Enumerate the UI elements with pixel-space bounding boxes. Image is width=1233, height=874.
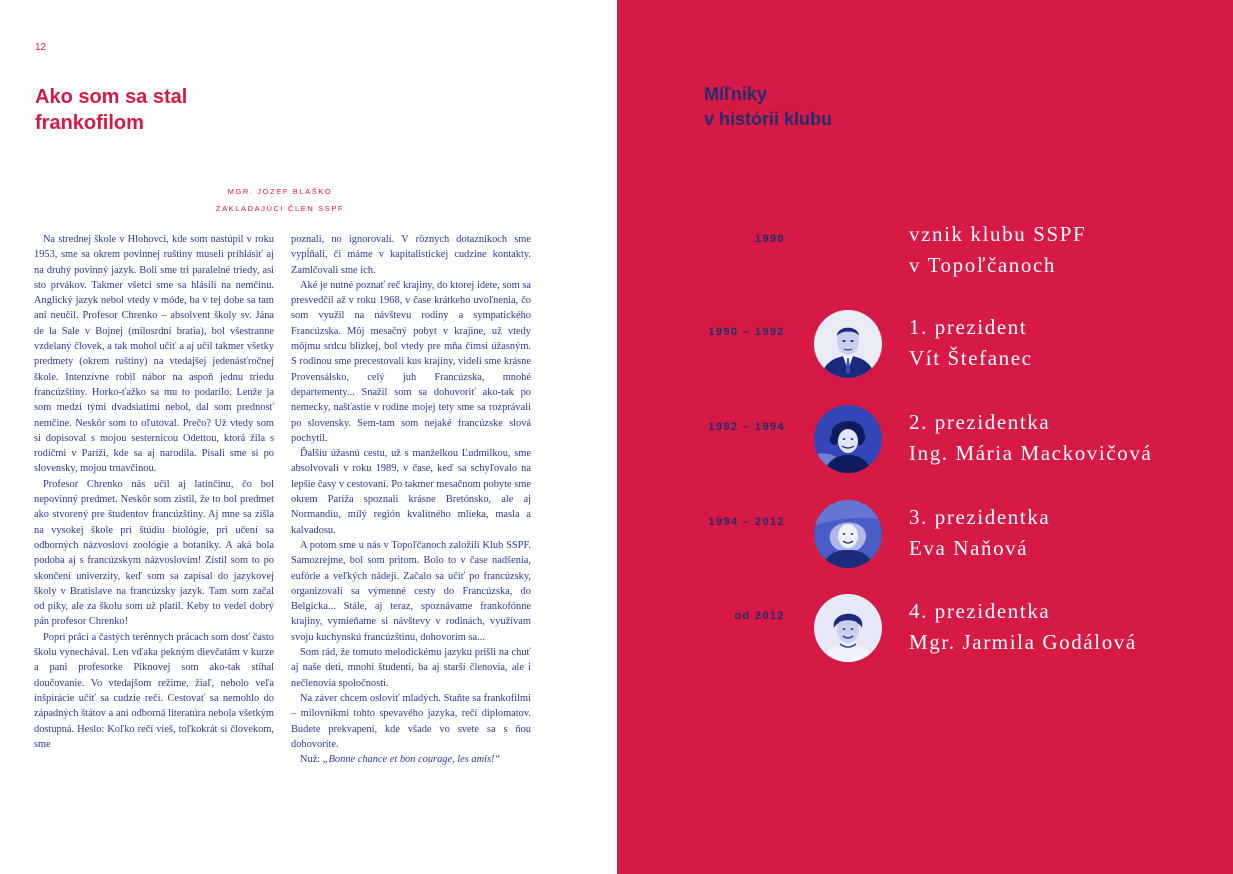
milestone-line-1: 2. prezidentka — [909, 410, 1051, 434]
milestone-text — [909, 502, 1050, 564]
milestone-year: od 2012 — [734, 610, 785, 622]
milestone-line-2: Vít Štefanec — [909, 346, 1033, 370]
paragraph: Na strednej škole v Hlohovci, kde som nastúpil v roku 1953, sme sa okrem povinnej ruštiny museli prihlásiť aj na druhý povinný jazyk. Boli sme tri paralelné triedy, asi sto prvákov. Takmer všetci sme sa hlásili na nemčinu. Anglický jazyk nebol vtedy v móde, ba v tej dobe sa tam ani neučil. Profesor Chrenko – absolvent školy sv. Jána de la Sale v Bojnej (milosrdní bratia), bol všestranne vzdelaný človek, a tak mohol učiť a aj učil takmer všetky predmety (okrem ruštiny) na vtedajšej jedenásťročnej škole. Intenzívne robil nábor na aspoň jednu triedu francúzštiny. Horko-ťažko sa mu to podarilo. Lenže ja som medzi tými dvadsiatimi nebol, dal som prednosť nemčine. Neskôr som to oľutoval. Prečo? Už vtedy som si dopisoval s mojou sesternicou Odettou, ktorá žila s rodičmi v Paríži, kde sa aj narodila. Písali sme si po slovensky, mojou trnavčinou. — [34, 234, 274, 475]
president-4-portrait — [814, 594, 882, 662]
milestone-year: 1992 – 1994 — [708, 421, 785, 433]
milestone-year: 1990 – 1992 — [708, 326, 785, 338]
paragraph: Profesor Chrenko nás učil aj latinčinu, čo bol nepovinný predmet. Neskôr som zistil, že to bol predmet ako stvorený pre študentov francúzštiny. Aj mne sa zišla na vysokej škole pri štúdiu biológie, pri učení sa odborných názvosloví zoológie a botaniky. A aká bola podoba aj s francúzskym názvoslovím! Zistil som to po skončení univerzity, keď som sa zapísal do jazykovej školy v Bratislave na francúzsky jazyk. Tam som začal od piky, ale za školu som už platil. Keby to vedel dobrý pán profesor Chrenko! — [34, 478, 274, 628]
right-page — [617, 0, 1233, 874]
text-column-1 — [34, 232, 274, 752]
milestone-founding — [617, 222, 1233, 313]
milestone-text — [909, 219, 1086, 281]
milestone-line-1: 3. prezidentka — [909, 505, 1051, 529]
milestone-president-4 — [617, 599, 1233, 690]
paragraph: Na záver chcem osloviť mladých. Staňte sa frankofilmi – milovníkmi tohto spevavého jazyka, rečí diplomatov. Budete prekvapení, kde všade vo svete sa s ňou dohovoríte. — [291, 692, 531, 750]
article-title-line-1: Ako som sa stal — [35, 86, 188, 108]
president-3-portrait — [814, 500, 882, 568]
paragraph: A potom sme u nás v Topoľčanoch založili Klub SSPF. Samozrejme, bol som pritom. Bolo to v čase nadšenia, eufórie a veľkých nádejí. Začalo sa učiť po francúzsky, organizovali sa výmenné cesty do Francúzska, do Belgicka... Stále, aj teraz, spoznávame frankofónne krajiny, vymieňame si návštevy v rodinách, využívam svoju kuchynskú francúzštinu, dohovorím sa... — [291, 539, 531, 643]
closing-quote: „Bonne chance et bon courage, les amis!“ — [322, 754, 501, 766]
text-column-2 — [291, 232, 531, 767]
paragraph: Aké je nutné poznať reč krajiny, do ktorej idete, som sa presvedčil až v roku 1968, v čase krátkeho uvoľnenia, čo som využil na návštevu rodiny a sympatického Francúzska. Môj mesačný pobyt v krajine, už vtedy môjmu srdcu blízkej, bol vtedy pre mňa čímsi úžasným. S rodinou sme precestovali kus krajiny, videli sme krásne Provensálsko, celý juh Francúzska, mnohé departementy... Snažil som sa dohovoriť ako-tak po nemecky, našťastie v rodine mojej tety sme sa rozprávali po slovensky. Sem-tam som nejaké francúzske slová pochytil. — [291, 279, 531, 444]
author-role: ZAKLADAJÚCI ČLEN SSPF — [215, 204, 345, 213]
paragraph: Som rád, že tomuto melodickému jazyku prišli na chuť aj naše deti, mnohí študenti, ba aj starší členovia, ale i nečlenovia spoločnosti. — [291, 647, 531, 689]
milestones-title-line-1: Míľniky — [704, 84, 767, 104]
milestone-president-3 — [617, 505, 1233, 596]
article-title-line-2: frankofilom — [35, 112, 144, 134]
article-title — [35, 84, 187, 136]
milestone-president-2 — [617, 410, 1233, 501]
milestone-line-2: Eva Naňová — [909, 536, 1029, 560]
milestones-title-line-2: v histórii klubu — [704, 109, 833, 129]
milestone-line-1: 1. prezident — [909, 315, 1028, 339]
milestone-line-1: 4. prezidentka — [909, 599, 1051, 623]
page-number: 12 — [35, 42, 47, 53]
milestone-year: 1994 – 2012 — [708, 516, 785, 528]
president-2-portrait — [814, 405, 882, 473]
paragraph: Popri práci a častých terénnych prácach som dosť často školu vynechával. Len vďaka pekným dievčatám v kurze a pani profesorke Piknovej som ako-tak stíhal doučovanie. Vo vtedajšom režime, žiaľ, nebolo veľa inšpirácie učiť sa cudzie reči. Cestovať sa nemohlo do západných štátov a ani odborná literatúra nebola všetkým dostupná. Heslo: Koľko rečí vieš, toľkokrát si človekom, sme — [34, 631, 274, 750]
paragraph: poznali, no ignorovali. V rôznych dotazníkoch sme vypĺňali, či máme v kapitalistickej cudzine kontakty. Zamlčovali sme ich. — [291, 234, 531, 276]
milestone-line-2: Ing. Mária Mackovičová — [909, 441, 1153, 465]
milestone-president-1 — [617, 315, 1233, 406]
milestones-title — [704, 82, 832, 132]
milestone-line-1: vznik klubu SSPF — [909, 222, 1087, 246]
milestone-year: 1990 — [754, 233, 785, 245]
author-name: MGR. JOZEF BLAŠKO — [227, 187, 333, 196]
milestone-text — [909, 407, 1152, 469]
closing-prefix: Nuž: — [300, 754, 323, 766]
closing-paragraph — [291, 752, 531, 767]
paragraph: Ďalšiu úžasnú cestu, už s manželkou Ľudmilkou, sme absolvovali v roku 1989, v čase, keď sa schyľovalo na lepšie časy v cestovaní. Po takmer mesačnom pobyte sme okrem Paríža spoznali krásne Bretónsko, ale aj Normandiu, milý región kvalitného mlieka, masla a kalvadosu. — [291, 448, 531, 536]
milestone-line-2: Mgr. Jarmila Godálová — [909, 630, 1137, 654]
milestone-text — [909, 312, 1033, 374]
milestone-text — [909, 596, 1137, 658]
president-1-portrait — [814, 310, 882, 378]
milestone-line-2: v Topoľčanoch — [909, 253, 1057, 277]
